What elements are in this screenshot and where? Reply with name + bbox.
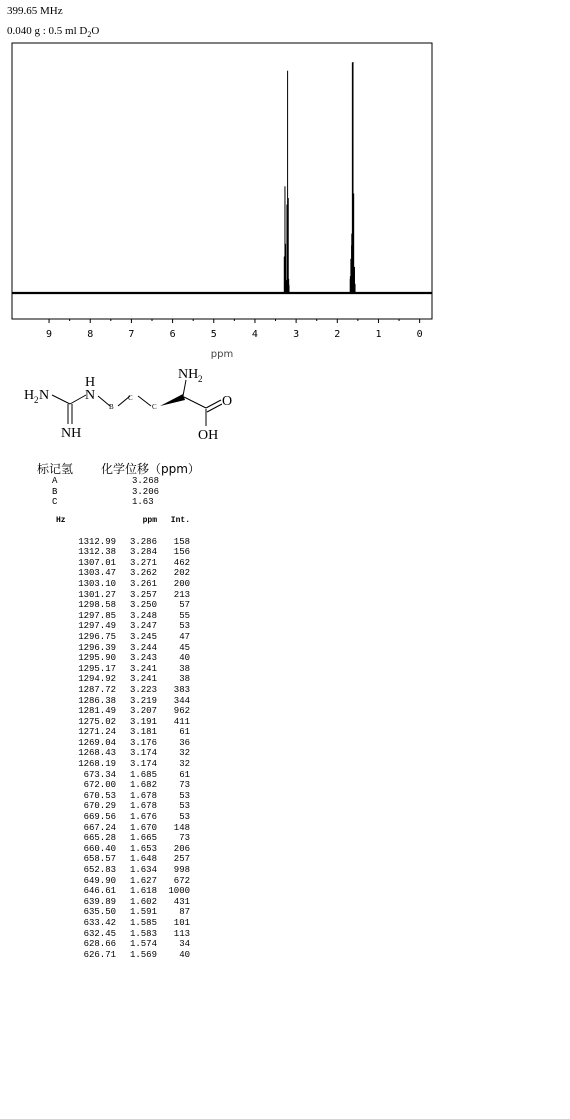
x-tick-label: 4 bbox=[251, 329, 258, 340]
amine-sub: 2 bbox=[198, 374, 203, 384]
peak-hz: 1287.72 bbox=[78, 684, 116, 695]
peak-int: 45 bbox=[179, 642, 190, 653]
nh-n: N bbox=[85, 388, 96, 403]
peak-hz: 1269.04 bbox=[78, 737, 116, 748]
peak-int: 257 bbox=[173, 854, 190, 865]
peak-int: 113 bbox=[173, 928, 190, 939]
molecule-structure bbox=[0, 360, 300, 455]
peak-hz: 670.29 bbox=[83, 801, 116, 812]
peak-table-body bbox=[38, 537, 190, 961]
bond-n1-c bbox=[52, 395, 70, 404]
peak-hz: 1301.27 bbox=[78, 589, 116, 600]
peak-int: 383 bbox=[173, 684, 190, 695]
peak-ppm: 1.618 bbox=[129, 886, 157, 897]
h2n-n: N bbox=[39, 388, 50, 403]
hydroxyl-oh: OH bbox=[198, 428, 219, 443]
table-row bbox=[38, 643, 190, 654]
peak-hz: 639.89 bbox=[83, 896, 116, 907]
table-row bbox=[38, 791, 190, 802]
peak-hz: 633.42 bbox=[83, 917, 116, 928]
peak-int: 53 bbox=[179, 621, 190, 632]
table-row bbox=[38, 844, 190, 855]
x-tick-label: 0 bbox=[416, 329, 423, 340]
table-row bbox=[38, 929, 190, 940]
peak-int: 53 bbox=[179, 801, 190, 812]
shift-ppm: 3.268 bbox=[132, 476, 160, 486]
x-tick-label: 1 bbox=[375, 329, 382, 340]
peak-hz: 665.28 bbox=[83, 833, 116, 844]
peak-ppm: 1.602 bbox=[129, 896, 157, 907]
peak-hz: 1295.90 bbox=[78, 653, 116, 664]
peak-int: 40 bbox=[179, 949, 190, 960]
shift-assignment-table bbox=[52, 476, 159, 508]
peak-ppm: 3.207 bbox=[129, 706, 157, 717]
carbonyl-o: O bbox=[222, 394, 233, 409]
peak-ppm: 1.569 bbox=[129, 949, 157, 960]
label-c2: C bbox=[152, 403, 157, 411]
x-axis-ticks bbox=[49, 319, 420, 323]
peak-int: 57 bbox=[179, 600, 190, 611]
table-row bbox=[38, 558, 190, 569]
peak-hz: 1295.17 bbox=[78, 663, 116, 674]
table-row bbox=[38, 568, 190, 579]
shift-row bbox=[52, 487, 159, 498]
nh-h: H bbox=[85, 375, 96, 390]
table-row bbox=[38, 780, 190, 791]
peak-hz: 646.61 bbox=[83, 886, 116, 897]
table-row bbox=[38, 727, 190, 738]
peak-ppm: 3.181 bbox=[129, 727, 157, 738]
bond-ca-cooh bbox=[184, 397, 206, 408]
table-row bbox=[38, 918, 190, 929]
peak-hz: 1297.49 bbox=[78, 621, 116, 632]
header-hz: Hz bbox=[56, 516, 66, 525]
shift-label: A bbox=[52, 476, 58, 486]
bond-co-2 bbox=[207, 404, 222, 412]
table-row bbox=[38, 770, 190, 781]
peak-int: 431 bbox=[173, 896, 190, 907]
table-row bbox=[38, 706, 190, 717]
table-row bbox=[38, 547, 190, 558]
table-row bbox=[38, 590, 190, 601]
peak-int: 156 bbox=[173, 547, 190, 558]
x-tick-label: 6 bbox=[169, 329, 176, 340]
peak-ppm: 3.241 bbox=[129, 663, 157, 674]
table-row bbox=[38, 854, 190, 865]
peak-hz: 1271.24 bbox=[78, 727, 116, 738]
peak-int: 200 bbox=[173, 578, 190, 589]
peak-ppm: 1.574 bbox=[129, 939, 157, 950]
table-row bbox=[38, 759, 190, 770]
peak-int: 462 bbox=[173, 557, 190, 568]
peak-ppm: 3.241 bbox=[129, 674, 157, 685]
shift-label: B bbox=[52, 486, 58, 497]
peak-hz: 669.56 bbox=[83, 812, 116, 823]
x-tick-label: 7 bbox=[128, 329, 135, 340]
x-axis-label: ppm bbox=[210, 349, 234, 360]
x-tick-label: 3 bbox=[293, 329, 300, 340]
peak-int: 32 bbox=[179, 759, 190, 770]
peak-hz: 660.40 bbox=[83, 843, 116, 854]
peak-int: 32 bbox=[179, 748, 190, 759]
peak-hz: 1268.43 bbox=[78, 748, 116, 759]
sample-mass: 0.040 g : 0.5 ml D bbox=[7, 25, 88, 37]
peak-hz: 626.71 bbox=[83, 949, 116, 960]
label-b: B bbox=[109, 403, 114, 411]
table-row bbox=[38, 833, 190, 844]
header-int: Int. bbox=[170, 516, 190, 525]
peak-list-table bbox=[38, 516, 190, 960]
bond-c-n2 bbox=[70, 395, 86, 404]
peak-int: 148 bbox=[173, 822, 190, 833]
peak-hz: 635.50 bbox=[83, 907, 116, 918]
sample-subscript: 2 bbox=[87, 30, 92, 40]
sample-solvent-tail: O bbox=[91, 25, 100, 37]
table-row bbox=[38, 865, 190, 876]
table-row bbox=[38, 600, 190, 611]
peak-int: 40 bbox=[179, 653, 190, 664]
peak-ppm: 3.247 bbox=[129, 621, 157, 632]
amine-nh: NH bbox=[178, 367, 199, 382]
peak-ppm: 3.243 bbox=[129, 653, 157, 664]
shift-ppm: 3.206 bbox=[132, 486, 160, 497]
peak-int: 53 bbox=[179, 812, 190, 823]
peak-ppm: 1.583 bbox=[129, 928, 157, 939]
x-tick-label: 5 bbox=[210, 329, 217, 340]
x-axis-tick-labels bbox=[46, 329, 423, 340]
table-row bbox=[38, 907, 190, 918]
peak-ppm: 3.286 bbox=[129, 536, 157, 547]
peak-ppm: 3.174 bbox=[129, 759, 157, 770]
peak-ppm: 3.191 bbox=[129, 716, 157, 727]
peak-int: 1000 bbox=[168, 886, 190, 897]
peak-hz: 672.00 bbox=[83, 780, 116, 791]
table-row bbox=[38, 717, 190, 728]
peak-ppm: 3.223 bbox=[129, 684, 157, 695]
peak-int: 38 bbox=[179, 663, 190, 674]
h2n-h: H bbox=[24, 388, 35, 403]
peak-ppm: 1.591 bbox=[129, 907, 157, 918]
table-row bbox=[38, 611, 190, 622]
peak-ppm: 1.665 bbox=[129, 833, 157, 844]
peak-ppm: 3.262 bbox=[129, 568, 157, 579]
peak-hz: 652.83 bbox=[83, 865, 116, 875]
peak-ppm: 3.257 bbox=[129, 589, 157, 600]
peak-ppm: 3.244 bbox=[129, 642, 157, 653]
peak-hz: 1312.38 bbox=[78, 547, 116, 558]
table-row bbox=[38, 621, 190, 632]
peak-hz: 1296.75 bbox=[78, 631, 116, 642]
peak-int: 411 bbox=[173, 716, 190, 727]
peak-hz: 670.53 bbox=[83, 790, 116, 801]
table-row bbox=[38, 801, 190, 812]
table-row bbox=[38, 823, 190, 834]
table-row bbox=[38, 812, 190, 823]
peak-ppm: 1.676 bbox=[129, 812, 157, 823]
peak-int: 73 bbox=[179, 833, 190, 844]
peak-int: 61 bbox=[179, 727, 190, 738]
peak-ppm: 3.245 bbox=[129, 631, 157, 642]
wedge-bond bbox=[160, 394, 185, 406]
peak-int: 55 bbox=[179, 610, 190, 621]
table-row bbox=[38, 876, 190, 887]
peak-hz: 632.45 bbox=[83, 928, 116, 939]
shift-row bbox=[52, 497, 159, 508]
peak-ppm: 1.627 bbox=[129, 875, 157, 886]
peak-hz: 1298.58 bbox=[78, 600, 116, 611]
table-row bbox=[38, 653, 190, 664]
peak-hz: 628.66 bbox=[83, 939, 116, 950]
peak-ppm: 1.670 bbox=[129, 822, 157, 833]
peak-int: 61 bbox=[179, 769, 190, 780]
bond-ca-nh2 bbox=[183, 380, 186, 396]
shift-ppm: 1.63 bbox=[132, 497, 154, 508]
peak-hz: 1294.92 bbox=[78, 674, 116, 685]
peak-hz: 649.90 bbox=[83, 875, 116, 886]
peak-ppm: 3.261 bbox=[129, 578, 157, 589]
peak-ppm: 1.682 bbox=[129, 780, 157, 791]
peak-ppm: 1.653 bbox=[129, 843, 157, 854]
nmr-spectrum-chart bbox=[0, 0, 570, 365]
bond-cc-cc2 bbox=[138, 396, 151, 406]
peak-hz: 673.34 bbox=[83, 769, 116, 780]
peak-int: 87 bbox=[179, 907, 190, 918]
shift-row bbox=[52, 476, 159, 487]
peak-int: 47 bbox=[179, 631, 190, 642]
peak-ppm: 3.248 bbox=[129, 610, 157, 621]
header-ppm: ppm bbox=[142, 516, 157, 525]
peak-ppm: 1.678 bbox=[129, 801, 157, 812]
table-row bbox=[38, 664, 190, 675]
peak-ppm: 3.250 bbox=[129, 600, 157, 611]
table-row bbox=[38, 537, 190, 548]
plot-frame bbox=[12, 43, 432, 319]
peak-hz: 667.24 bbox=[83, 822, 116, 833]
table-row bbox=[38, 939, 190, 950]
peak-int: 158 bbox=[173, 536, 190, 547]
peak-int: 213 bbox=[173, 589, 190, 600]
table-row bbox=[38, 674, 190, 685]
peak-int: 344 bbox=[173, 695, 190, 706]
table-row bbox=[38, 748, 190, 759]
peak-int: 101 bbox=[173, 917, 190, 928]
peak-int: 34 bbox=[179, 939, 190, 950]
table-row bbox=[38, 696, 190, 707]
peak-hz: 1275.02 bbox=[78, 716, 116, 727]
peak-ppm: 3.284 bbox=[129, 547, 157, 558]
table-row bbox=[38, 685, 190, 696]
peak-int: 36 bbox=[179, 737, 190, 748]
peak-hz: 1312.99 bbox=[78, 536, 116, 547]
peak-int: 38 bbox=[179, 674, 190, 685]
peak-hz: 1268.19 bbox=[78, 759, 116, 770]
peak-ppm: 3.219 bbox=[129, 695, 157, 706]
peak-int: 962 bbox=[173, 706, 190, 717]
table-row bbox=[38, 897, 190, 908]
peak-hz: 1281.49 bbox=[78, 706, 116, 717]
bond-co-1 bbox=[206, 400, 221, 408]
table-row bbox=[38, 738, 190, 749]
peak-ppm: 3.174 bbox=[129, 748, 157, 759]
label-c: C bbox=[128, 394, 133, 402]
spectrum-marks bbox=[12, 62, 432, 293]
x-tick-label: 2 bbox=[334, 329, 341, 340]
table-row bbox=[38, 950, 190, 961]
peak-ppm: 1.634 bbox=[129, 865, 157, 875]
table-row bbox=[38, 886, 190, 897]
h2n-sub: 2 bbox=[34, 395, 39, 405]
peak-hz: 1303.47 bbox=[78, 568, 116, 579]
spectrometer-frequency: 399.65 MHz bbox=[7, 5, 63, 17]
shift-label: C bbox=[52, 497, 58, 508]
peak-int: 672 bbox=[173, 875, 190, 886]
table-row bbox=[38, 632, 190, 643]
shift-header-label: 标记氢 bbox=[37, 462, 74, 476]
peak-hz: 658.57 bbox=[83, 854, 116, 865]
peak-table-header bbox=[38, 516, 190, 527]
peak-int: 202 bbox=[173, 568, 190, 579]
peak-ppm: 1.648 bbox=[129, 854, 157, 865]
peak-hz: 1296.39 bbox=[78, 642, 116, 653]
peak-hz: 1303.10 bbox=[78, 578, 116, 589]
peak-hz: 1297.85 bbox=[78, 610, 116, 621]
peak-ppm: 3.271 bbox=[129, 557, 157, 568]
peak-hz: 1307.01 bbox=[78, 557, 116, 568]
peak-hz: 1286.38 bbox=[78, 695, 116, 706]
peak-int: 73 bbox=[179, 780, 190, 791]
peak-int: 206 bbox=[173, 843, 190, 854]
table-row bbox=[38, 579, 190, 590]
peak-ppm: 1.685 bbox=[129, 769, 157, 780]
peak-int: 53 bbox=[179, 790, 190, 801]
peak-ppm: 1.585 bbox=[129, 917, 157, 928]
x-tick-label: 8 bbox=[87, 329, 94, 340]
imine-nh: NH bbox=[61, 426, 82, 441]
shift-header-ppm: 化学位移（ppm） bbox=[101, 462, 200, 476]
peak-ppm: 1.678 bbox=[129, 790, 157, 801]
x-tick-label: 9 bbox=[46, 329, 53, 340]
peak-int: 998 bbox=[173, 865, 190, 875]
peak-ppm: 3.176 bbox=[129, 737, 157, 748]
